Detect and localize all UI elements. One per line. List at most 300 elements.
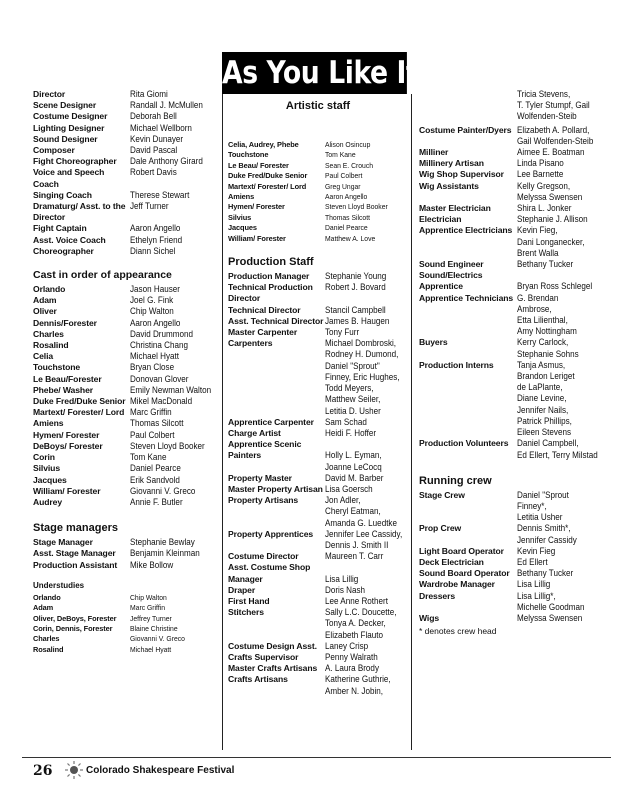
credit-name: Tanja Asmus, Brandon Leriget de LaPlante, Diane Levine, Jennifer Nails, Patrick Phillips, Eileen Stevens bbox=[517, 359, 575, 438]
credit-name: Jeffrey Turner bbox=[130, 613, 172, 623]
stage-managers-heading: Stage managers bbox=[33, 522, 118, 535]
credit-role: Asst. Technical Director bbox=[228, 315, 324, 326]
credit-row bbox=[228, 641, 413, 652]
credit-role: William/ Forester bbox=[228, 233, 286, 243]
credit-role: Asst. Voice Coach bbox=[33, 234, 106, 245]
credit-role: Fight Choreographer bbox=[33, 156, 117, 167]
credit-row bbox=[419, 158, 609, 169]
credit-row bbox=[33, 284, 218, 295]
credit-row bbox=[419, 523, 609, 545]
credit-role: Martext/ Forester/ Lord bbox=[33, 407, 125, 418]
credit-row bbox=[419, 490, 609, 524]
credit-role: Singing Coach bbox=[33, 189, 92, 200]
credit-row bbox=[228, 213, 413, 223]
credit-row bbox=[33, 201, 218, 223]
credit-name: Christina Chang bbox=[130, 340, 189, 351]
credit-name: Stephanie Bewlay bbox=[130, 537, 195, 548]
credit-name: Sam Schad bbox=[325, 416, 367, 427]
understudies-list bbox=[33, 593, 218, 655]
credit-row bbox=[33, 560, 218, 571]
credit-row bbox=[419, 613, 609, 624]
credit-name: Laney Crisp bbox=[325, 640, 369, 651]
credit-role: Le Beau/ Forester bbox=[228, 160, 289, 170]
credit-name: Ethelyn Friend bbox=[130, 234, 183, 245]
credit-name: Tom Kane bbox=[325, 150, 356, 160]
credit-role: Lighting Designer bbox=[33, 122, 105, 133]
credit-name: Donovan Glover bbox=[130, 373, 189, 384]
credit-role: Master Crafts Artisans bbox=[228, 663, 318, 674]
credit-name: Kerry Carlock, Stephanie Sohns bbox=[517, 337, 579, 359]
credit-role: Buyers bbox=[419, 337, 448, 348]
credit-name: Alison Osincup bbox=[325, 140, 371, 149]
credit-row bbox=[33, 362, 218, 373]
credit-row bbox=[33, 418, 218, 429]
credit-row bbox=[419, 169, 609, 180]
continued-names-text: Tricia Stevens, T. Tyler Stumpf, Gail Wolfenden-Steib bbox=[517, 89, 590, 122]
credit-name: Ed Ellert bbox=[517, 556, 548, 567]
credit-role: Property Artisans bbox=[228, 495, 299, 506]
credit-name: Kevin Dunayer bbox=[130, 133, 184, 144]
credit-row bbox=[419, 270, 609, 292]
credit-row bbox=[228, 607, 413, 641]
credit-role: Rosalind bbox=[33, 340, 69, 351]
right-column bbox=[419, 89, 609, 636]
credit-name: Marc Griffin bbox=[130, 407, 172, 418]
credit-row bbox=[33, 430, 218, 441]
credit-role: Phebe/ Washer bbox=[33, 384, 93, 395]
credit-name: Michael Wellborn bbox=[130, 122, 192, 133]
credit-name: Aaron Angello bbox=[130, 317, 181, 328]
credit-role: Asst. Costume Shop Manager bbox=[228, 562, 311, 584]
credit-role: Silvius bbox=[33, 463, 61, 474]
credit-role: Dramaturg/ Asst. to the Director bbox=[33, 201, 126, 223]
credit-name: Lisa Goersch bbox=[325, 483, 373, 494]
credit-row bbox=[33, 374, 218, 385]
credit-row bbox=[33, 497, 218, 508]
credit-name: Randall J. McMullen bbox=[130, 100, 203, 111]
credit-name: Sean E. Crouch bbox=[325, 160, 374, 170]
credit-role: Corin bbox=[33, 452, 55, 463]
credit-name: Daniel "Sprout Finney*, Letitia Usher bbox=[517, 489, 569, 523]
credit-row bbox=[33, 407, 218, 418]
credit-name: Rita Giomi bbox=[130, 89, 168, 99]
credit-role: Dressers bbox=[419, 590, 455, 601]
credit-role: Wig Assistants bbox=[419, 180, 479, 191]
credit-row bbox=[33, 134, 218, 145]
credit-role: Draper bbox=[228, 584, 256, 595]
credit-row bbox=[228, 596, 413, 607]
credit-name: Matthew A. Love bbox=[325, 233, 376, 243]
credit-row bbox=[419, 546, 609, 557]
credit-name: Tom Kane bbox=[130, 452, 167, 463]
credit-name: Lisa Lillig*, Michelle Goodman bbox=[517, 590, 585, 612]
credit-role: Corin, Dennis, Forester bbox=[33, 623, 113, 633]
credit-name: James B. Haugen bbox=[325, 315, 390, 326]
credit-name: Elizabeth A. Pollard, Gail Wolfenden-Steib bbox=[517, 124, 594, 146]
credit-row bbox=[228, 473, 413, 484]
credit-name: Mike Bollow bbox=[130, 559, 174, 570]
credit-role: Charles bbox=[33, 634, 60, 644]
credit-row bbox=[228, 663, 413, 674]
credit-row bbox=[228, 182, 413, 192]
credit-role: Costume Design Asst. bbox=[228, 640, 317, 651]
credit-role: Amiens bbox=[228, 192, 255, 202]
credit-row bbox=[33, 475, 218, 486]
credit-name: Daniel Pearce bbox=[325, 223, 368, 233]
credit-name: Michael Dombroski, Rodney H. Dumond, Daniel "Sprout" Finney, Eric Hughes, Todd Meyers, Matthew Seiler, Letitia D. Usher bbox=[325, 338, 400, 416]
credit-role: Director bbox=[33, 89, 66, 99]
credit-name: Thomas Silcott bbox=[130, 418, 184, 429]
artistic-staff-heading: Artistic staff bbox=[285, 100, 351, 112]
credit-role: Touchstone bbox=[228, 150, 269, 160]
credit-role: Audrey bbox=[33, 496, 63, 507]
credit-name: Aimee E. Boatman bbox=[517, 147, 585, 158]
credit-role: Light Board Operator bbox=[419, 545, 504, 556]
credit-row bbox=[419, 438, 609, 460]
credit-row bbox=[33, 603, 218, 613]
credit-row bbox=[228, 562, 413, 584]
credit-role: Duke Fred/Duke Senior bbox=[228, 171, 308, 181]
credit-role: Asst. Stage Manager bbox=[33, 548, 116, 559]
credit-role: DeBoys/ Forester bbox=[33, 440, 103, 451]
credit-role: Hymen/ Forester bbox=[33, 429, 100, 440]
credit-name: David Drummond bbox=[130, 328, 193, 339]
credit-role: Sound Board Operator bbox=[419, 568, 510, 579]
credit-role: Rosalind bbox=[33, 644, 64, 654]
credit-role: Master Electrician bbox=[419, 203, 491, 214]
crew-head-note: * denotes crew head bbox=[419, 626, 497, 637]
credit-row bbox=[228, 327, 413, 338]
credit-row bbox=[33, 100, 218, 111]
credit-row bbox=[419, 181, 609, 203]
credit-role: Scene Designer bbox=[33, 100, 97, 111]
credit-role: Wigs bbox=[419, 612, 440, 623]
credit-name: Greg Ungar bbox=[325, 181, 361, 191]
festival-name: Colorado Shakespeare Festival bbox=[86, 765, 235, 776]
credit-role: Production Manager bbox=[228, 271, 310, 282]
credit-role: Apprentice Electricians bbox=[419, 225, 513, 236]
credit-name: Sally L.C. Doucette, Tonya A. Decker, Elizabeth Flauto bbox=[325, 607, 397, 640]
credit-row bbox=[228, 674, 413, 696]
credit-row bbox=[33, 318, 218, 329]
credit-role: Millinery Artisan bbox=[419, 158, 484, 169]
credit-row bbox=[228, 202, 413, 212]
credit-name: G. Brendan Ambrose, Etta Lilienthal, Amy Nottingham bbox=[517, 292, 577, 337]
credit-row bbox=[419, 203, 609, 214]
credit-name: Giovanni V. Greco bbox=[130, 634, 185, 644]
footer-rule bbox=[22, 757, 611, 758]
credit-row bbox=[33, 463, 218, 474]
credit-name: Daniel Campbell, Ed Ellert, Terry Milstad bbox=[517, 438, 598, 460]
stage-managers-list bbox=[33, 537, 218, 571]
credit-role: Charge Artist bbox=[228, 427, 281, 438]
credit-role: Sound/Electrics Apprentice bbox=[419, 270, 483, 292]
credit-role: Master Property Artisan bbox=[228, 483, 323, 494]
credit-role: Orlando bbox=[33, 284, 66, 295]
credit-row bbox=[228, 150, 413, 160]
credit-name: Benjamin Kleinman bbox=[130, 548, 200, 559]
page-number: 26 bbox=[33, 763, 53, 779]
credit-role: Property Apprentices bbox=[228, 528, 314, 539]
credit-row bbox=[33, 385, 218, 396]
credit-role: Charles bbox=[33, 328, 64, 339]
credit-name: Maureen T. Carr bbox=[325, 551, 384, 562]
credit-role: Stitchers bbox=[228, 607, 264, 618]
credit-role: Costume Designer bbox=[33, 111, 108, 122]
credit-role: Electrician bbox=[419, 214, 462, 225]
sun-logo-icon bbox=[64, 760, 84, 780]
credit-role: Fight Captain bbox=[33, 223, 87, 234]
credit-row bbox=[33, 156, 218, 167]
credit-row bbox=[33, 634, 218, 644]
credit-row bbox=[33, 340, 218, 351]
credit-role: Jacques bbox=[33, 474, 67, 485]
credit-role: Deck Electrician bbox=[419, 556, 484, 567]
credit-name: Diann Sichel bbox=[130, 245, 176, 256]
credit-role: Stage Manager bbox=[33, 537, 93, 548]
credit-name: Jeff Turner bbox=[130, 201, 169, 212]
credit-role: Adam bbox=[33, 603, 54, 613]
credit-name: Mikel MacDonald bbox=[130, 396, 193, 407]
credit-row bbox=[33, 123, 218, 134]
credit-row bbox=[33, 396, 218, 407]
credit-role: Milliner bbox=[419, 147, 449, 158]
credit-role: Orlando bbox=[33, 592, 61, 602]
left-column bbox=[33, 89, 218, 655]
credit-row bbox=[419, 337, 609, 359]
credit-role: Touchstone bbox=[33, 362, 81, 373]
credit-role: Production Interns bbox=[419, 359, 494, 370]
credit-role: Silvius bbox=[228, 212, 252, 222]
running-crew-list bbox=[419, 490, 609, 624]
credit-row bbox=[228, 192, 413, 202]
credit-row bbox=[228, 282, 413, 304]
credit-row bbox=[419, 214, 609, 225]
credit-name: Bethany Tucker bbox=[517, 568, 574, 579]
credit-name: Paul Colbert bbox=[325, 171, 363, 181]
credit-row bbox=[419, 568, 609, 579]
credit-name: Aaron Angello bbox=[130, 223, 181, 234]
credit-row bbox=[228, 140, 413, 150]
credit-name: Stephanie J. Allison bbox=[517, 214, 588, 225]
credit-row bbox=[228, 305, 413, 316]
credit-role: Master Carpenter bbox=[228, 327, 298, 338]
credit-name: Bryan Ross Schlegel bbox=[517, 281, 593, 292]
credit-row bbox=[419, 125, 609, 147]
credit-name: Melyssa Swensen bbox=[517, 612, 583, 623]
credit-row bbox=[33, 486, 218, 497]
credit-row bbox=[228, 551, 413, 562]
credit-row bbox=[419, 360, 609, 438]
credit-name: Tony Furr bbox=[325, 327, 360, 338]
production-staff-heading: Production Staff bbox=[228, 256, 314, 269]
credit-name: Steven Lloyd Booker bbox=[130, 440, 205, 451]
running-crew-heading: Running crew bbox=[419, 474, 492, 487]
credit-name: Kevin Fieg bbox=[517, 545, 556, 556]
credit-row bbox=[419, 579, 609, 590]
credit-name: Emily Newman Walton bbox=[130, 384, 212, 395]
credit-role: Apprentice Carpenter bbox=[228, 416, 314, 427]
credit-row bbox=[419, 293, 609, 338]
credit-row bbox=[33, 167, 218, 189]
credit-name: Aaron Angello bbox=[325, 192, 368, 202]
credit-role: Property Master bbox=[228, 472, 292, 483]
credit-role: Crafts Supervisor bbox=[228, 651, 299, 662]
credit-role: Dennis/Forester bbox=[33, 317, 97, 328]
credit-name: Shira L. Jonker bbox=[517, 203, 572, 214]
credit-role: Duke Fred/Duke Senior bbox=[33, 396, 126, 407]
artistic-staff-list bbox=[33, 89, 218, 257]
credit-role: Adam bbox=[33, 295, 57, 306]
credit-role: Sound Engineer bbox=[419, 259, 484, 270]
credit-role: Prop Crew bbox=[419, 523, 462, 534]
credit-row bbox=[228, 271, 413, 282]
credit-name: Linda Pisano bbox=[517, 158, 564, 169]
credit-row bbox=[33, 145, 218, 156]
credit-name: Michael Hyatt bbox=[130, 644, 172, 654]
credit-row bbox=[228, 428, 413, 439]
credit-row bbox=[33, 295, 218, 306]
credit-name: Katherine Guthrie, Amber N. Jobin, bbox=[325, 674, 391, 696]
credit-role: Technical Production Director bbox=[228, 282, 313, 304]
credit-row bbox=[228, 171, 413, 181]
credit-name: Chip Walton bbox=[130, 592, 167, 602]
continued-names bbox=[419, 89, 609, 123]
credit-role: Oliver, DeBoys, Forester bbox=[33, 613, 117, 623]
production-staff-list-continued bbox=[419, 125, 609, 461]
credit-role: Stage Crew bbox=[419, 489, 465, 500]
credit-role: Costume Painter/Dyers bbox=[419, 124, 512, 135]
credit-role: Apprentice Scenic Painters bbox=[228, 439, 302, 461]
credit-name: Jon Adler, Cheryl Eatman, Amanda G. Luedtke bbox=[325, 495, 397, 528]
credit-row bbox=[228, 484, 413, 495]
credit-role: Technical Director bbox=[228, 304, 301, 315]
credit-row bbox=[33, 246, 218, 257]
credit-name: Dennis Smith*, Jennifer Cassidy bbox=[517, 523, 577, 545]
credit-name: Marc Griffin bbox=[130, 603, 166, 613]
credit-name: David Pascal bbox=[130, 145, 178, 156]
credit-name: Kelly Gregson, Melyssa Swensen bbox=[517, 180, 583, 202]
credit-name: Stancil Campbell bbox=[325, 304, 386, 315]
credit-name: Jason Hauser bbox=[130, 284, 180, 295]
credit-name: Daniel Pearce bbox=[130, 463, 181, 474]
credit-name: Erik Sandvold bbox=[130, 474, 180, 485]
cast-heading: Cast in order of appearance bbox=[33, 269, 172, 282]
credit-role: Wig Shop Supervisor bbox=[419, 169, 504, 180]
credit-role: Costume Director bbox=[228, 551, 299, 562]
credit-role: Sound Designer bbox=[33, 133, 98, 144]
credit-name: Lisa Lillig bbox=[517, 579, 551, 590]
credit-role: Amiens bbox=[33, 418, 64, 429]
credit-row bbox=[33, 548, 218, 559]
credit-name: Heidi F. Hoffer bbox=[325, 427, 377, 438]
credit-row bbox=[228, 338, 413, 416]
program-title: As You Like It bbox=[222, 52, 407, 94]
credit-row bbox=[228, 223, 413, 233]
credit-role: Hymen/ Forester bbox=[228, 202, 285, 212]
credit-role: Apprentice Technicians bbox=[419, 292, 514, 303]
credit-row bbox=[228, 417, 413, 428]
credit-row bbox=[33, 624, 218, 634]
credit-role: Jacques bbox=[228, 223, 257, 233]
credit-row bbox=[228, 495, 413, 529]
credit-row bbox=[33, 645, 218, 655]
credit-name: Doris Nash bbox=[325, 584, 366, 595]
credit-name: Lee Barnette bbox=[517, 169, 564, 180]
credit-name: A. Laura Brody bbox=[325, 663, 379, 674]
credit-row bbox=[419, 557, 609, 568]
credit-row bbox=[33, 441, 218, 452]
credit-name: Joel G. Fink bbox=[130, 295, 174, 306]
credit-role: Production Assistant bbox=[33, 559, 118, 570]
credit-name: Penny Walrath bbox=[325, 651, 378, 662]
credit-row bbox=[419, 225, 609, 259]
credit-name: Michael Hyatt bbox=[130, 351, 180, 362]
credit-row bbox=[419, 259, 609, 270]
credit-name: Robert Davis bbox=[130, 167, 177, 178]
credit-row bbox=[419, 591, 609, 613]
credit-row bbox=[33, 89, 218, 100]
credit-name: David M. Barber bbox=[325, 472, 384, 483]
credit-row bbox=[419, 147, 609, 158]
credit-row bbox=[33, 235, 218, 246]
credit-name: Robert J. Bovard bbox=[325, 282, 386, 293]
credit-name: Thomas Silcott bbox=[325, 212, 370, 222]
credit-name: Bethany Tucker bbox=[517, 259, 574, 270]
credit-name: Lee Anne Rothert bbox=[325, 595, 389, 606]
credit-name: Giovanni V. Greco bbox=[130, 485, 196, 496]
credit-name: Lisa Lillig bbox=[325, 573, 359, 584]
credit-row bbox=[33, 537, 218, 548]
credit-name: Stephanie Young bbox=[325, 271, 387, 282]
credit-name: Chip Walton bbox=[130, 306, 174, 317]
credit-name: Annie F. Butler bbox=[130, 496, 183, 507]
credit-name: Holly L. Eyman, Joanne LeCocq bbox=[325, 450, 382, 472]
credit-role: Carpenters bbox=[228, 338, 273, 349]
credit-row bbox=[228, 161, 413, 171]
credit-name: Steven Lloyd Booker bbox=[325, 202, 388, 212]
credit-role: Martext/ Forester/ Lord bbox=[228, 181, 307, 191]
understudies-list-continued bbox=[228, 140, 413, 244]
credit-name: Blaine Christine bbox=[130, 623, 178, 633]
credit-row bbox=[33, 190, 218, 201]
credit-role: Voice and Speech Coach bbox=[33, 167, 105, 189]
credit-row bbox=[228, 585, 413, 596]
credit-role: Composer bbox=[33, 145, 75, 156]
understudies-heading: Understudies bbox=[33, 580, 85, 590]
credit-name: Jennifer Lee Cassidy, Dennis J. Smith II bbox=[325, 528, 403, 550]
credit-name: Paul Colbert bbox=[130, 429, 175, 440]
credit-row bbox=[228, 439, 413, 473]
credit-role: Production Volunteers bbox=[419, 438, 509, 449]
production-staff-list bbox=[228, 271, 413, 697]
credit-role: Celia bbox=[33, 351, 54, 362]
credit-name: Dale Anthony Girard bbox=[130, 156, 203, 167]
credit-name: Bryan Close bbox=[130, 362, 175, 373]
credit-role: Crafts Artisans bbox=[228, 674, 288, 685]
credit-row bbox=[33, 329, 218, 340]
credit-role: First Hand bbox=[228, 595, 270, 606]
credit-row bbox=[33, 223, 218, 234]
credit-row bbox=[33, 452, 218, 463]
credit-role: Celia, Audrey, Phebe bbox=[228, 140, 299, 149]
column-divider bbox=[222, 94, 223, 750]
credit-row bbox=[33, 111, 218, 122]
cast-list bbox=[33, 284, 218, 508]
credit-row bbox=[33, 351, 218, 362]
credit-row bbox=[228, 234, 413, 244]
credit-name: Kevin Fieg, Dani Longanecker, Brent Walla bbox=[517, 225, 585, 258]
